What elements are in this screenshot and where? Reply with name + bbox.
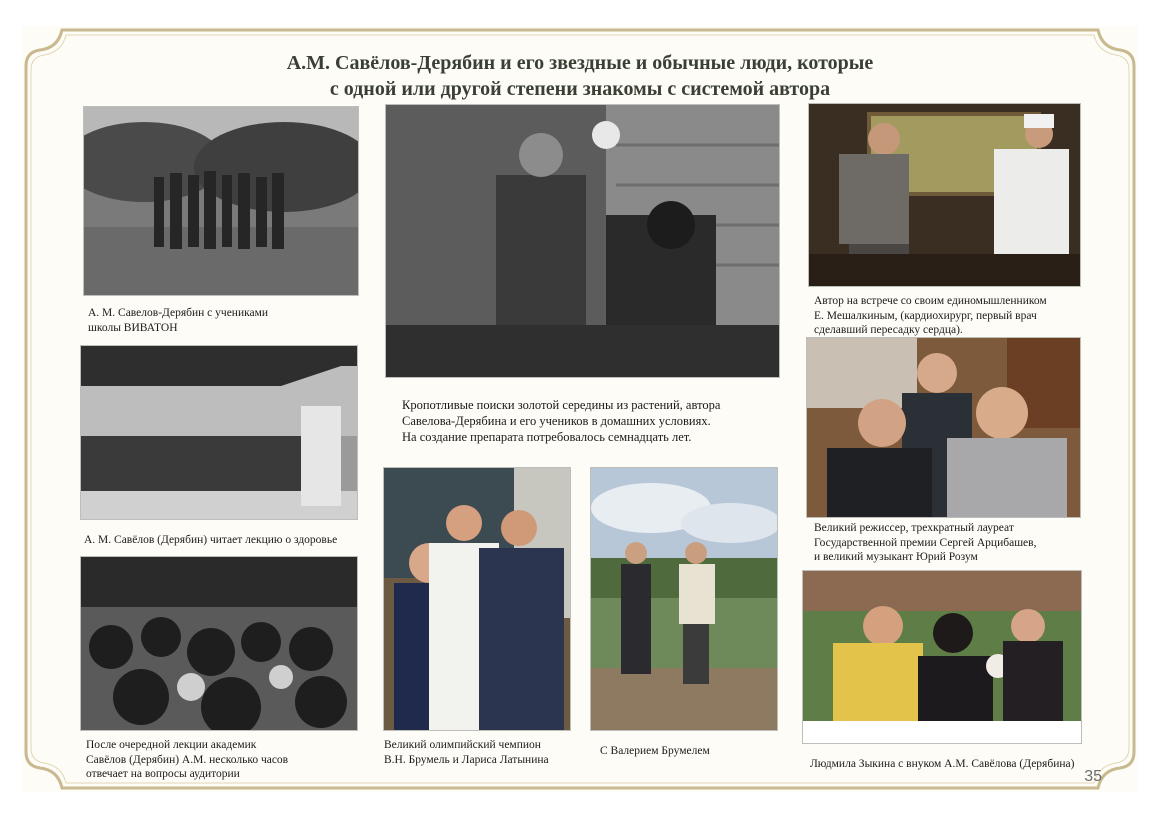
photo-lecture-hall: [81, 346, 357, 519]
caption-director: Великий режиссер, трехкратный лауреат Государственной премии Сергей Арцибашев, и великий музыкант Юрий Розум: [814, 522, 1037, 563]
page-title: [0, 50, 1160, 102]
caption-students: А. М. Савелов-Дерябин с учениками школы ВИВАТОН: [88, 307, 269, 334]
photo-zykina: [803, 571, 1081, 743]
caption-meshalkin: Автор на встрече со своим единомышленником Е. Мешалкиным, (кардиохирург, первый врач сделавший пересадку сердца).: [814, 295, 1047, 336]
photo-audience: [81, 557, 357, 730]
caption-champion: Великий олимпийский чемпион В.Н. Брумель и Лариса Латынина: [384, 739, 549, 766]
photo-brumel: [591, 468, 777, 730]
caption-search: Кропотливые поиски золотой середины из растений, автора Савелова-Дерябина и его учеников в домашних условиях. На создание препарата потребовалось семнадцать лет.: [402, 398, 721, 444]
title-line-2: с одной или другой степени знакомы с системой автора: [329, 78, 831, 100]
photo-students-group: [84, 107, 358, 295]
title-line-1: А.М. Савёлов-Дерябин и его звездные и обычные люди, которые: [286, 52, 874, 74]
caption-brumel: С Валерием Брумелем: [600, 745, 710, 757]
caption-lecture: А. М. Савёлов (Дерябин) читает лекцию о здоровье: [84, 534, 338, 546]
photo-meshalkin: [809, 104, 1080, 286]
photo-home-lab: [386, 105, 779, 377]
caption-audience: После очередной лекции академик Савёлов (Дерябин) А.М. несколько часов отвечает на вопросы аудитории: [86, 739, 289, 780]
photo-director-musician: [807, 338, 1080, 517]
page-number: 35: [1084, 768, 1102, 785]
caption-zykina: Людмила Зыкина с внуком А.М. Савёлова (Дерябина): [810, 758, 1075, 770]
photo-champion: [384, 468, 570, 730]
